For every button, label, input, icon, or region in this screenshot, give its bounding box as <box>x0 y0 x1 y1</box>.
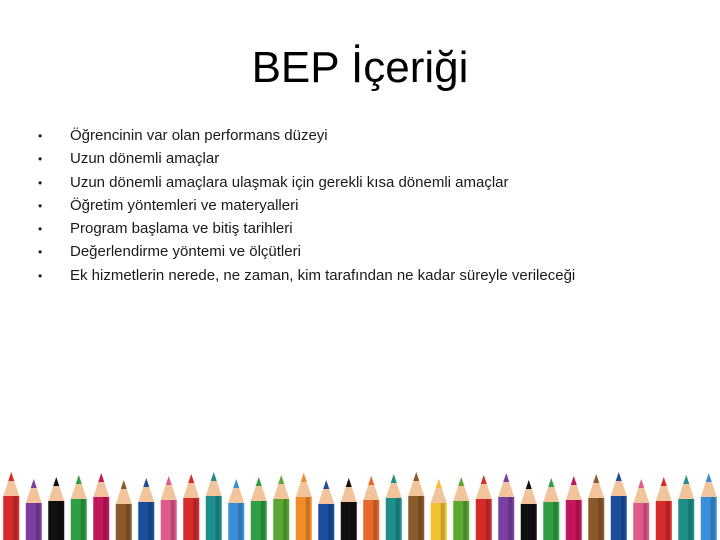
slide-title: BEP İçeriği <box>251 43 469 92</box>
bullet-dot-icon: • <box>38 129 43 143</box>
bullet-item <box>38 197 575 220</box>
pencil-icon <box>363 476 379 540</box>
bullet-dot-icon: • <box>38 268 43 283</box>
pencil-icon <box>48 477 64 540</box>
pencil-icon <box>611 472 627 540</box>
pencil-icon <box>138 478 154 540</box>
pencil-icon <box>633 479 649 540</box>
bullet-text: Ek hizmetlerin nerede, ne zaman, kim tarafından ne kadar süreyle verileceği <box>70 266 576 284</box>
pencil-icon <box>206 472 222 540</box>
pencil-icon <box>408 472 424 540</box>
bullet-dot-icon: • <box>38 175 43 190</box>
pencil-icon <box>116 480 132 540</box>
bullet-dot-icon: • <box>38 152 43 167</box>
pencil-icon <box>701 473 717 540</box>
pencil-icon <box>521 480 537 540</box>
pencil-icon <box>93 473 109 540</box>
pencil-icon <box>273 475 289 540</box>
bullet-item <box>38 243 575 266</box>
pencil-row-decoration <box>0 468 720 540</box>
pencil-icon <box>71 475 87 540</box>
pencil-icon <box>656 477 672 540</box>
bullet-list <box>38 127 575 290</box>
bullet-text: Değerlendirme yöntemi ve ölçütleri <box>70 243 301 261</box>
bullet-dot-icon: • <box>38 245 43 260</box>
pencil-icon <box>678 475 694 540</box>
pencil-icon <box>476 475 492 540</box>
pencil-icon <box>543 478 559 540</box>
bullet-dot-icon: • <box>38 222 43 237</box>
pencil-icon <box>228 479 244 540</box>
bullet-item <box>38 267 575 290</box>
pencil-icon <box>588 474 604 540</box>
pencil-icon <box>341 478 357 540</box>
bullet-item <box>38 127 575 150</box>
pencil-icon <box>183 474 199 540</box>
bullet-text: Uzun dönemli amaçlar <box>70 150 220 168</box>
pencil-icon <box>161 476 177 540</box>
pencil-icon <box>498 473 514 540</box>
bullet-item <box>38 174 575 197</box>
bullet-text: Öğrencinin var olan performans düzeyi <box>70 127 328 144</box>
bullet-text: Öğretim yöntemleri ve materyalleri <box>70 196 299 214</box>
pencil-icon <box>3 472 19 540</box>
pencil-icon <box>566 476 582 540</box>
pencil-icon <box>251 477 267 540</box>
pencil-icon <box>431 479 447 540</box>
bullet-item <box>38 150 575 173</box>
bullet-text: Program başlama ve bitiş tarihleri <box>70 220 293 238</box>
pencil-icon <box>453 477 469 540</box>
pencil-icon <box>26 479 42 540</box>
bullet-item <box>38 220 575 243</box>
bullet-dot-icon: • <box>38 198 43 213</box>
pencil-icon <box>386 474 402 540</box>
pencil-icon <box>296 473 312 540</box>
pencil-icon <box>318 480 334 540</box>
bullet-text: Uzun dönemli amaçlara ulaşmak için gerekli kısa dönemli amaçlar <box>70 173 509 191</box>
